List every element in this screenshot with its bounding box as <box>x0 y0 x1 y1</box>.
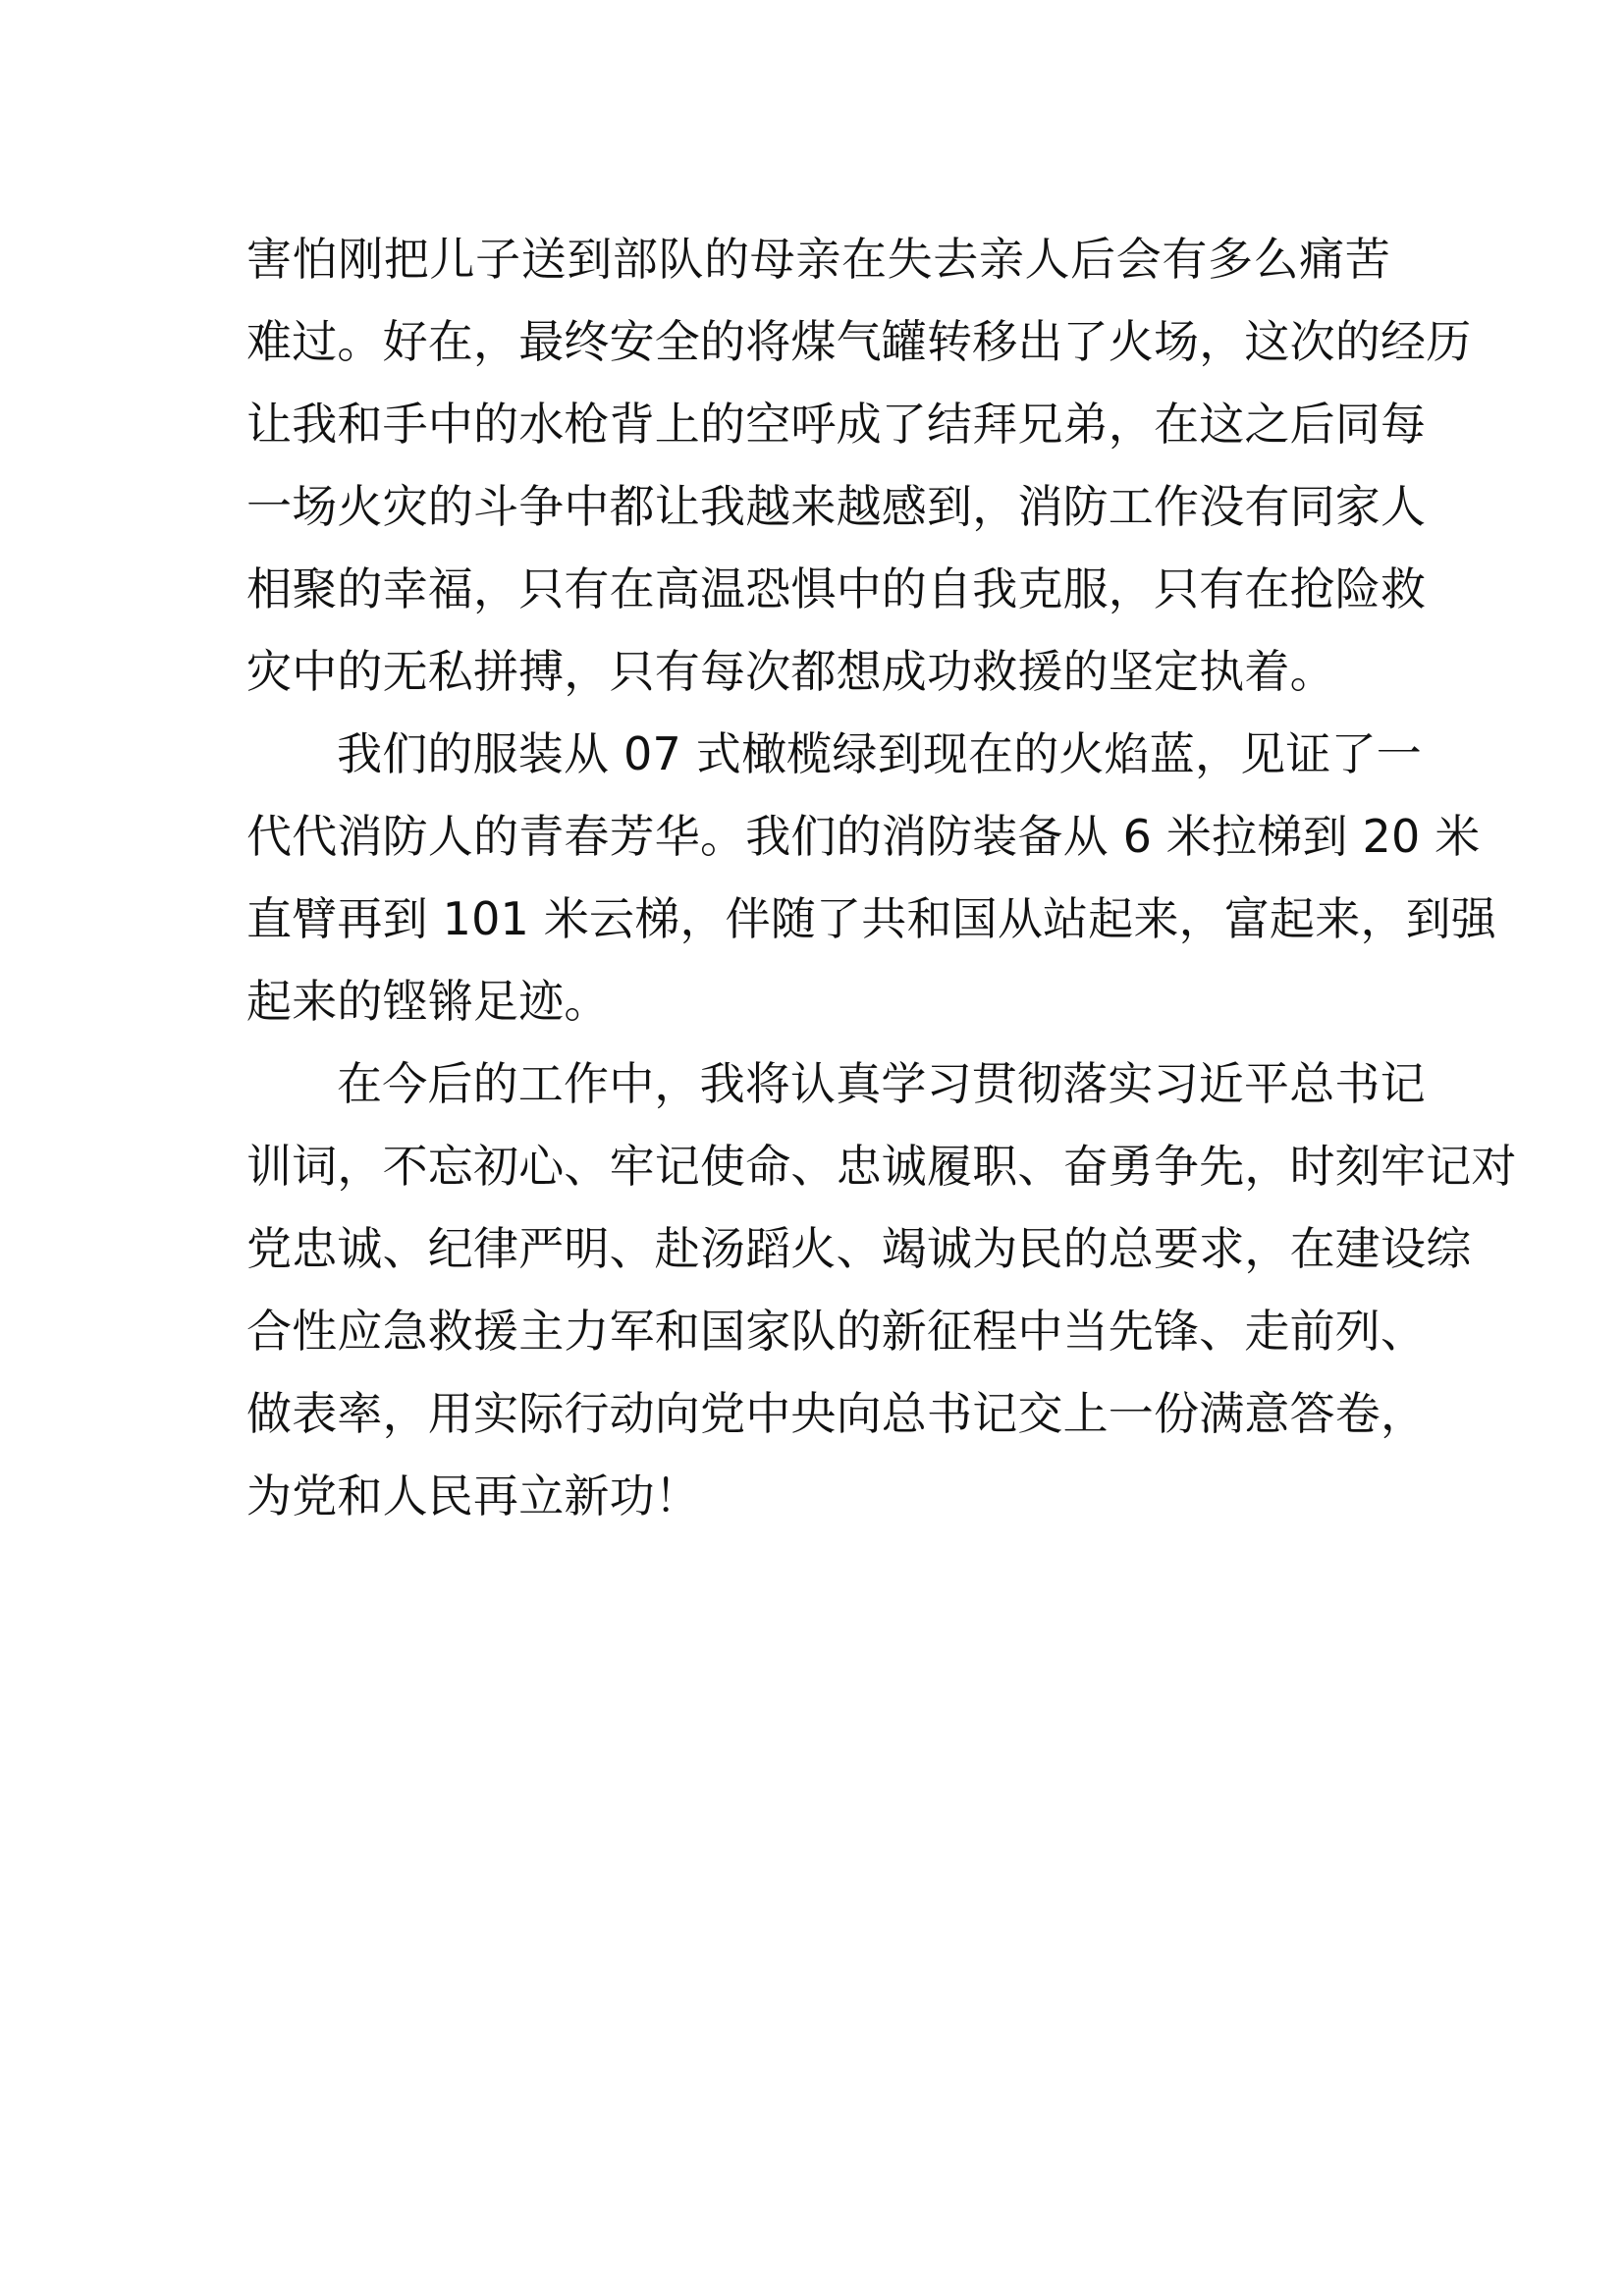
paragraph-line: 直臂再到 101 米云梯，伴随了共和国从站起来，富起来，到强 <box>246 892 1497 945</box>
document-body <box>246 218 1517 1537</box>
paragraph-line: 党忠诚、纪律严明、赴汤蹈火、竭诚为民的总要求，在建设综 <box>246 1222 1472 1275</box>
paragraph-2 <box>246 713 1497 1042</box>
paragraph-line: 我们的服装从 07 式橄榄绿到现在的火焰蓝，见证了一 <box>337 727 1422 780</box>
paragraph-1 <box>246 218 1472 713</box>
paragraph-line: 相聚的幸福，只有在高温恐惧中的自我克服，只有在抢险救 <box>246 562 1427 615</box>
paragraph-3 <box>246 1042 1517 1537</box>
paragraph-line: 为党和人民再立新功！ <box>246 1469 700 1522</box>
paragraph-line: 害怕刚把儿子送到部队的母亲在失去亲人后会有多么痛苦 <box>246 233 1390 286</box>
paragraph-line: 训词，不忘初心、牢记使命、忠诚履职、奋勇争先，时刻牢记对 <box>246 1140 1517 1193</box>
paragraph-line: 起来的铿锵足迹。 <box>246 975 610 1028</box>
paragraph-line: 一场火灾的斗争中都让我越来越感到，消防工作没有同家人 <box>246 480 1427 533</box>
paragraph-line: 代代消防人的青春芳华。我们的消防装备从 6 米拉梯到 20 米 <box>246 810 1481 863</box>
paragraph-line: 合性应急救援主力军和国家队的新征程中当先锋、走前列、 <box>246 1305 1427 1358</box>
paragraph-line: 做表率，用实际行动向党中央向总书记交上一份满意答卷， <box>246 1387 1427 1440</box>
paragraph-line: 让我和手中的水枪背上的空呼成了结拜兄弟，在这之后同每 <box>246 398 1427 451</box>
paragraph-line: 难过。好在，最终安全的将煤气罐转移出了火场，这次的经历 <box>246 315 1472 368</box>
paragraph-line: 在今后的工作中，我将认真学习贯彻落实习近平总书记 <box>337 1057 1426 1110</box>
paragraph-line: 灾中的无私拼搏，只有每次都想成功救援的坚定执着。 <box>246 645 1335 698</box>
